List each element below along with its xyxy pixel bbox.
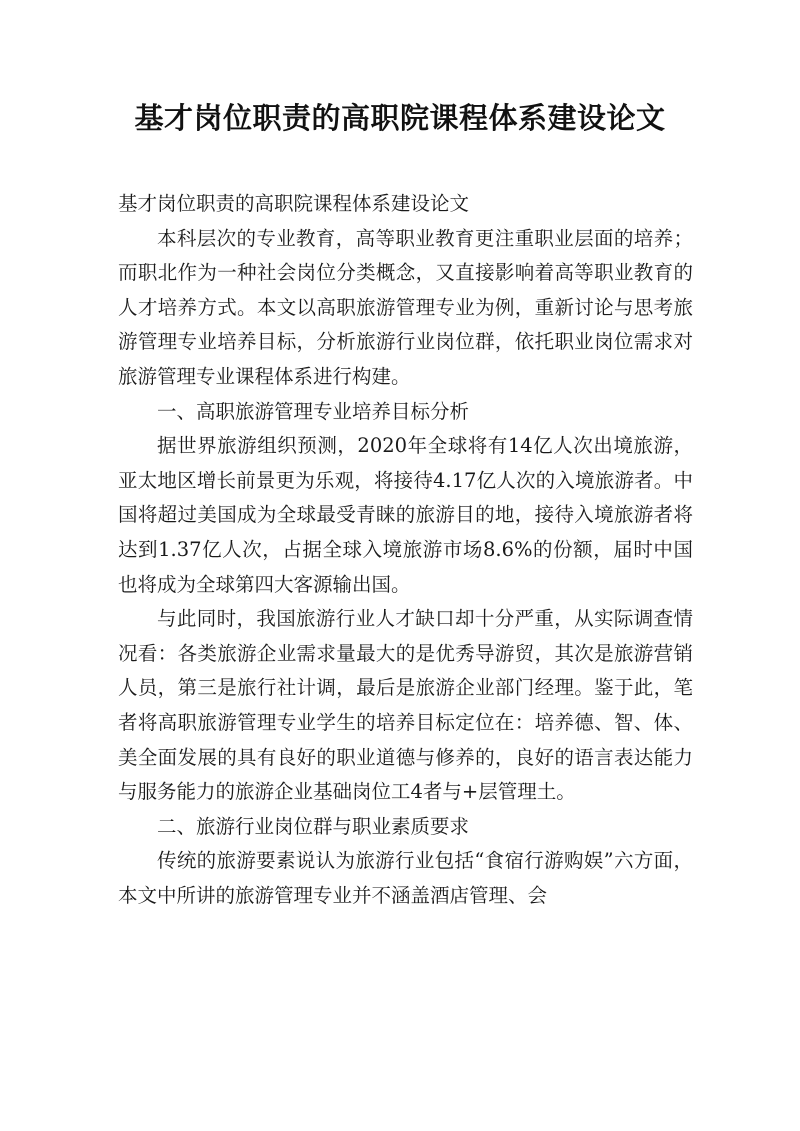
paragraph-tourism-elements: 传统的旅游要素说认为旅游行业包括“食宿行游购娱”六方面，本文中所讲的旅游管理专业并不涵盖酒店管理、会 [118, 849, 693, 907]
section-heading-1: 一、高职旅游管理专业培养目标分析 [157, 399, 470, 423]
document-body [118, 187, 693, 913]
document-subtitle: 基才岗位职责的高职院课程体系建设论文 [118, 192, 470, 215]
paragraph-forecast: 据世界旅游组织预测，2020年全球将有14亿人次出境旅游，亚太地区增长前景更为乐观，将接待4.17亿人次的入境旅游者。中国将超过美国成为全球最受青睐的旅游目的地，接待入境旅游者将达到1.37亿人次，占据全球入境旅游市场8.6%的份额，届时中国也将成为全球第四大客源输出国。 [118, 434, 693, 596]
paragraph-intro: 本科层次的专业教育，高等职业教育更注重职业层面的培养；而职北作为一种社会岗位分类概念，又直接影响着高等职业教育的人才培养方式。本文以高职旅游管理专业为例，重新讨论与思考旅游管理专业培养目标，分析旅游行业岗位群，依托职业岗位需求对旅游管理专业课程体系进行构建。 [118, 226, 693, 388]
section-heading-2: 二、旅游行业岗位群与职业素质要求 [157, 814, 470, 838]
paragraph-talent-gap: 与此同时，我国旅游行业人才缺口却十分严重，从实际调查情况看：各类旅游企业需求量最大的是优秀导游贸，其次是旅游营销人员，第三是旅行社计调，最后是旅游企业部门经理。鉴于此，笔者将高职旅游管理专业学生的培养目标定位在：培养德、智、体、美全面发展的具有良好的职业道德与修养的，良好的语言表达能力与服务能力的旅游企业基础岗位工4者与+层管理土。 [118, 607, 693, 804]
document-title: 基才岗位职责的高职院课程体系建设论文 [134, 101, 666, 135]
